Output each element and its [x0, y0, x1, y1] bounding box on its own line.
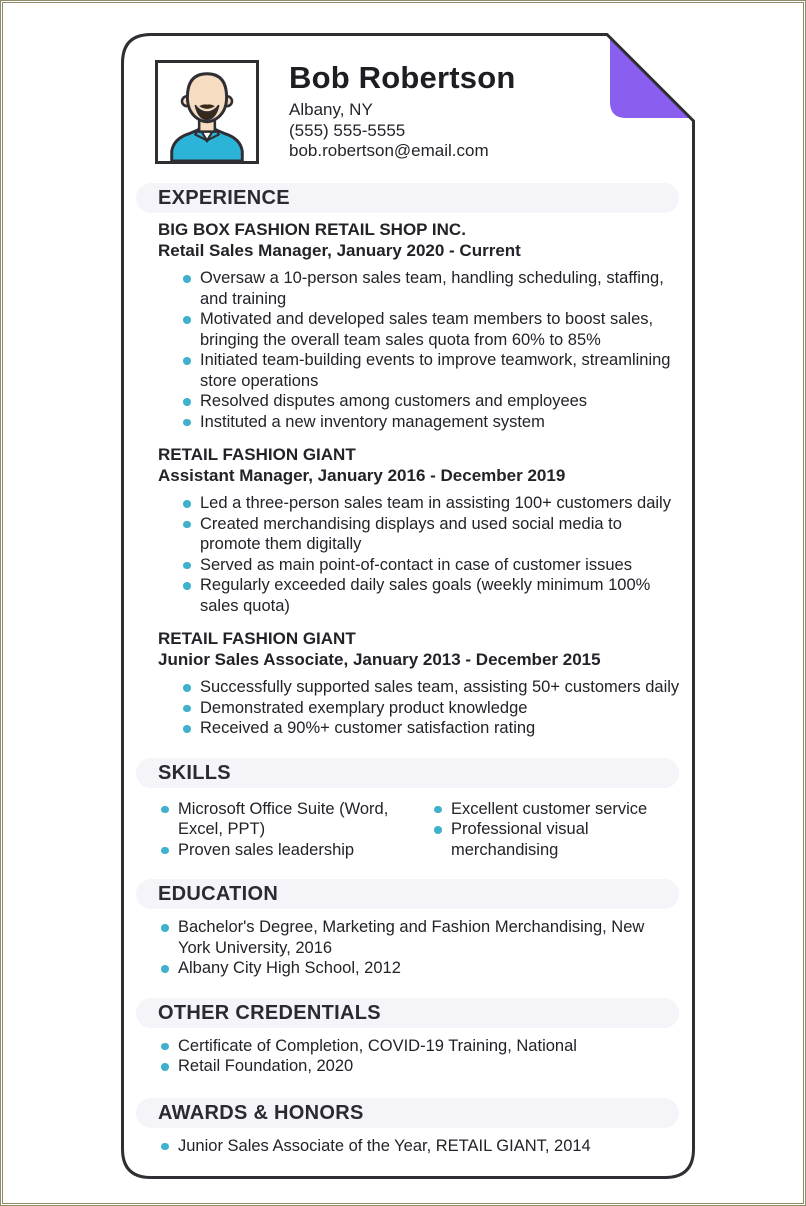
job-role-dates: Junior Sales Associate, January 2013 - December 2015 [158, 650, 601, 669]
bullet-item: Instituted a new inventory management system [200, 412, 681, 433]
company-name: BIG BOX FASHION RETAIL SHOP INC. [158, 220, 466, 239]
job-bullet-list [158, 268, 681, 432]
contact-email: bob.robertson@email.com [289, 141, 489, 160]
bullet-item: Resolved disputes among customers and employees [200, 391, 681, 412]
contact-location: Albany, NY [289, 100, 373, 119]
bullet-item: Oversaw a 10-person sales team, handling scheduling, staffing, and training [200, 268, 681, 309]
bullet-item: Professional visual merchandising [451, 819, 681, 860]
bullet-item: Bachelor's Degree, Marketing and Fashion Merchandising, New York University, 2016 [178, 917, 674, 958]
bullet-item: Successfully supported sales team, assisting 50+ customers daily [200, 678, 680, 696]
job-entry [136, 628, 681, 739]
bullet-item: Junior Sales Associate of the Year, RETAIL GIANT, 2014 [178, 1136, 674, 1157]
skills-list [426, 799, 681, 861]
bullet-item: Demonstrated exemplary product knowledge [200, 698, 681, 719]
bullet-item: Initiated team-building events to improve teamwork, streamlining store operations [200, 350, 681, 391]
company-name: RETAIL FASHION GIANT [158, 445, 356, 464]
section-title: OTHER CREDENTIALS [158, 1001, 381, 1024]
job-role-dates: Retail Sales Manager, January 2020 - Current [158, 241, 521, 260]
company-name: RETAIL FASHION GIANT [158, 629, 356, 648]
skills-column-right [426, 799, 681, 861]
bullet-item: Led a three-person sales team in assisting 100+ customers daily [200, 493, 681, 514]
job-bullet-list [158, 493, 681, 616]
job-entry [136, 219, 681, 432]
section-header-awards [136, 1098, 679, 1128]
bullet-item: Retail Foundation, 2020 [178, 1056, 674, 1077]
person-name: Bob Robertson [289, 60, 516, 95]
bullet-item: Received a 90%+ customer satisfaction rating [200, 718, 681, 739]
bullet-item: Served as main point-of-contact in case of customer issues [200, 555, 681, 576]
section-title: SKILLS [158, 761, 231, 784]
bullet-item: Certificate of Completion, COVID-19 Training, National [178, 1036, 674, 1057]
skills-column-left [136, 799, 426, 861]
credentials-list [136, 1036, 681, 1077]
skills-list [136, 799, 426, 861]
job-bullet-list [158, 677, 681, 739]
bullet-item: Proven sales leadership [178, 840, 426, 861]
contact-phone: (555) 555-5555 [289, 120, 406, 140]
section-header-education [136, 879, 679, 909]
education-body [136, 917, 681, 979]
photo-frame [155, 60, 259, 164]
section-header-skills [136, 758, 679, 788]
section-title: EXPERIENCE [158, 187, 290, 209]
section-title: EDUCATION [158, 883, 279, 905]
section-title: AWARDS & HONORS [158, 1101, 364, 1124]
bullet-item: Motivated and developed sales team members to boost sales, bringing the overall team sales quota from 60% to 85% [200, 309, 681, 350]
avatar-illustration [158, 63, 256, 161]
credentials-body [136, 1036, 681, 1077]
bullet-item: Excellent customer service [451, 799, 681, 820]
identity-block [289, 60, 515, 164]
resume-content [136, 48, 681, 1156]
section-header-credentials [136, 998, 679, 1028]
job-entry [136, 444, 681, 616]
bullet-item: Albany City High School, 2012 [178, 958, 674, 979]
awards-body [136, 1136, 681, 1157]
resume-header [136, 48, 681, 164]
bullet-item: Microsoft Office Suite (Word, Excel, PPT) [178, 799, 426, 840]
education-list [136, 917, 681, 979]
awards-list [136, 1136, 681, 1157]
section-header-experience [136, 183, 679, 213]
bullet-item: Regularly exceeded daily sales goals (weekly minimum 100% sales quota) [200, 575, 681, 616]
bullet-item: Created merchandising displays and used social media to promote them digitally [200, 514, 681, 555]
skills-columns [136, 799, 681, 861]
job-role-dates: Assistant Manager, January 2016 - December 2019 [158, 466, 566, 485]
